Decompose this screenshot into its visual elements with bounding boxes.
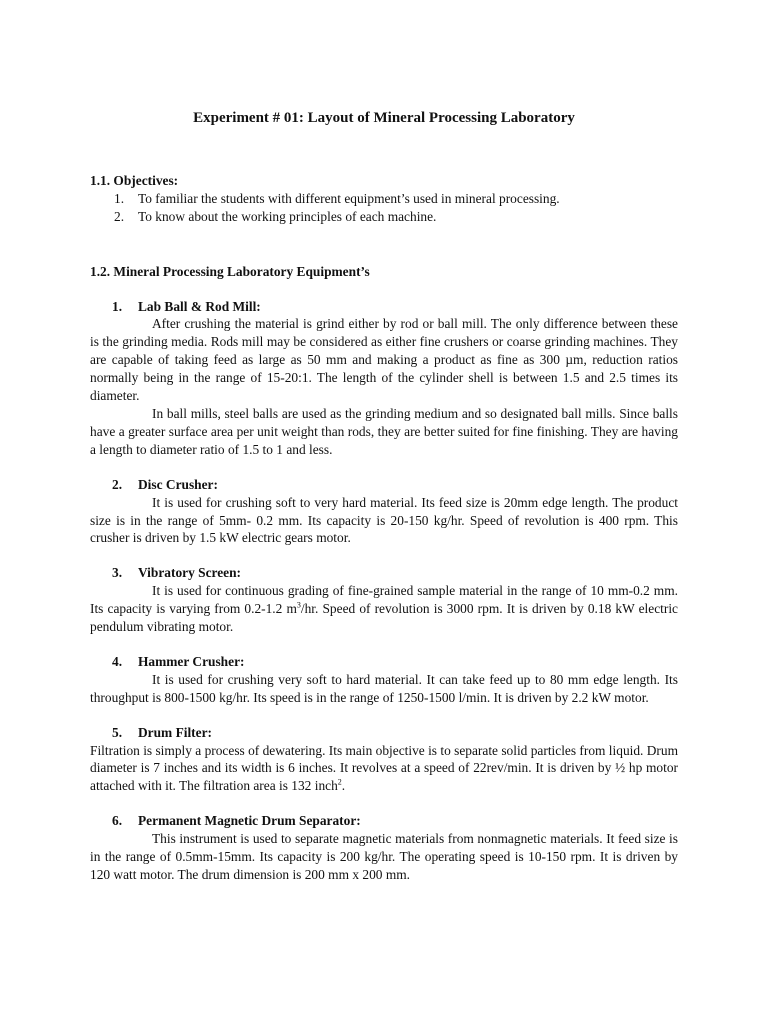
page-title: Experiment # 01: Layout of Mineral Processing Laboratory [193,110,575,126]
paragraph: After crushing the material is grind either by rod or ball mill. The only difference between these is the grinding media. Rods mill may be considered as either fine crushers or coarse grinding machines. They are capable of taking feed as large as 50 mm and making a product as fine as 300 µm, reduction ratios normally being in the range of 15-20:1. The length of the cylinder shell is between 1.5 and 2.5 times its diameter. [90,316,678,404]
equipment-number: 6. [112,813,123,829]
paragraph-text: /hr. Speed of revolution is 3000 rpm. It is driven by 0.18 kW electric pendulum vibrating motor. [90,601,678,635]
list-item-number: 1. [114,190,125,206]
equipment-number: 2. [112,476,123,492]
paragraph-text: It is used for continuous grading of fine-grained sample material in the range of 10 mm-0.2 mm. Its capacity is varying from 0.2-1.2 m [90,583,678,617]
equipment-heading-item [90,298,678,316]
equipment-number: 1. [112,298,123,314]
equipment-heading-item [90,724,678,742]
equipment-section-disc-crusher [90,476,678,548]
list-item [90,190,678,208]
paragraph: In ball mills, steel balls are used as the grinding medium and so designated ball mills. Since balls have a greater surface area per unit weight than rods, they are better suited for fine finishing. They are having a length to diameter ratio of 1.5 to 1 and less. [90,405,678,457]
equipment-number: 3. [112,565,123,581]
equipment-heading-item [90,564,678,582]
equipment-section-drum-filter [90,724,678,796]
equipment-section-ball-rod-mill [90,298,678,459]
paragraph: It is used for crushing soft to very hard material. Its feed size is 20mm edge length. The product size is in the range of 5mm- 0.2 mm. Its capacity is 20-150 kg/hr. Speed of revolution is 400 rpm. This crusher is driven by 1.5 kW electric gears motor. [90,494,678,546]
list-item-text: To familiar the students with different equipment’s used in mineral processing. [138,190,560,206]
list-item [90,208,678,226]
list-item-number: 2. [114,208,125,224]
equipment-name: Lab Ball & Rod Mill: [138,298,261,314]
paragraph: This instrument is used to separate magnetic materials from nonmagnetic materials. It feed size is in the range of 0.5mm-15mm. Its capacity is 200 kg/hr. The operating speed is 10-150 rpm. It is driven by 120 watt motor. The drum dimension is 200 mm x 200 mm. [90,831,678,882]
equipment-heading-item [90,476,678,494]
equipment-section-hammer-crusher [90,653,678,707]
equipment-name: Disc Crusher: [138,476,218,492]
equipment-heading: 1.2. Mineral Processing Laboratory Equipment’s [90,263,370,279]
objectives-heading: 1.1. Objectives: [90,172,179,188]
equipment-section-vibratory-screen [90,564,678,636]
equipment-name: Drum Filter: [138,724,212,740]
equipment-heading-item [90,653,678,671]
equipment-heading-item [90,812,678,830]
paragraph-text: . [341,778,346,794]
paragraph-text: Filtration is simply a process of dewatering. Its main objective is to separate solid particles from liquid. Drum diameter is 7 inches and its width is 6 inches. It revolves at a speed of 22rev/min. It is driven by ½ hp motor attached with it. The filtration area is 132 inch [90,742,678,794]
equipment-name: Permanent Magnetic Drum Separator: [138,813,361,829]
superscript: 3 [296,600,301,610]
paragraph: It is used for crushing very soft to hard material. It can take feed up to 80 mm edge length. Its throughput is 800-1500 kg/hr. Its speed is in the range of 1250-1500 l/min. It is driven by 2.2 kW motor. [90,671,678,705]
list-item-text: To know about the working principles of each machine. [138,208,437,224]
equipment-number: 5. [112,724,123,740]
equipment-section-magnetic-drum-separator [90,812,678,884]
equipment-name: Hammer Crusher: [138,653,245,669]
equipment-name: Vibratory Screen: [138,565,242,581]
superscript: 2 [337,777,342,787]
objectives-list [90,190,678,226]
paragraph [90,582,678,636]
equipment-number: 4. [112,653,123,669]
paragraph [90,742,678,796]
